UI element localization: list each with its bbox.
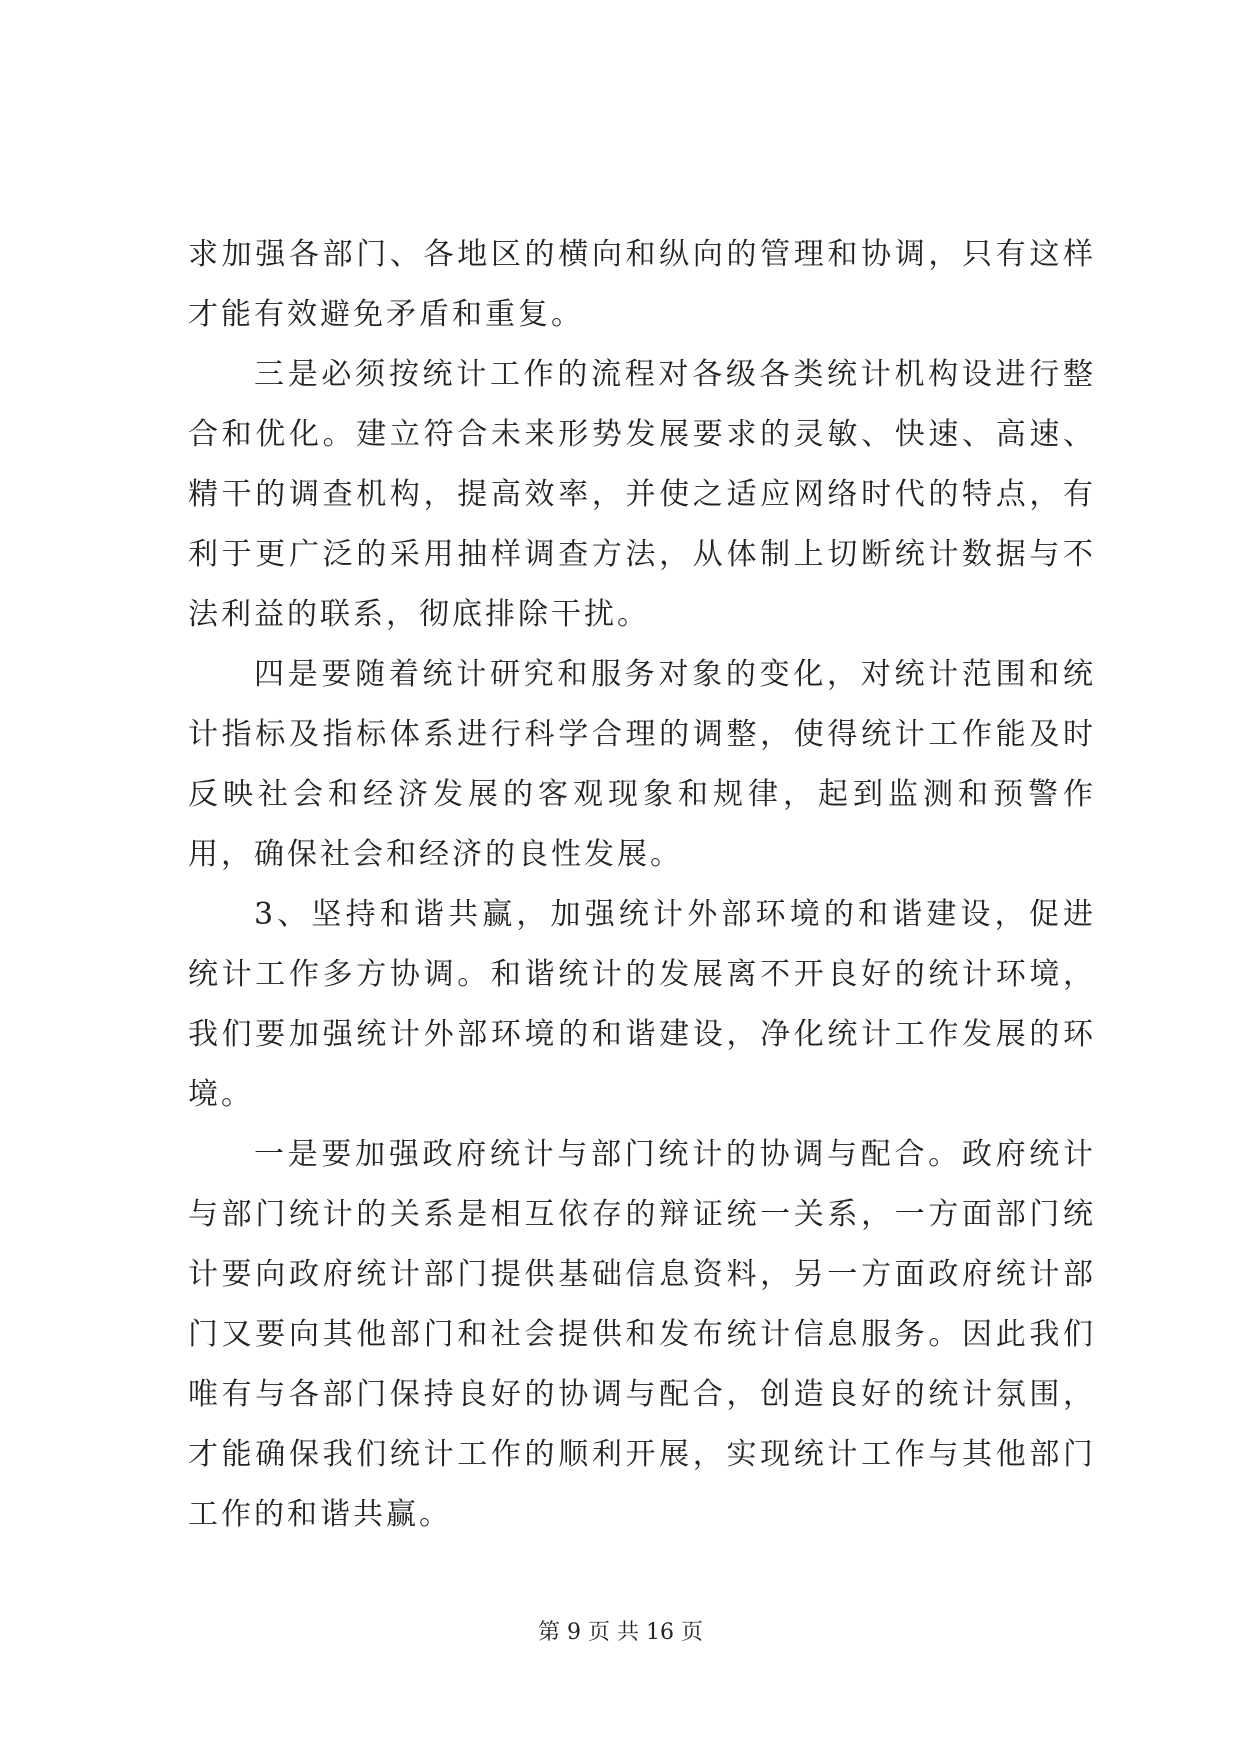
- page-footer: 第 9 页 共 16 页: [538, 1620, 703, 1645]
- paragraph-2: 三是必须按统计工作的流程对各级各类统计机构设进行整合和优化。建立符合未来形势发展要求的灵敏、快速、高速、精干的调查机构，提高效率，并使之适应网络时代的特点，有利于更广泛的采用抽样调查方法，从体制上切断统计数据与不法利益的联系，彻底排除干扰。: [188, 357, 1096, 632]
- paragraph-1: 求加强各部门、各地区的横向和纵向的管理和协调，只有这样才能有效避免矛盾和重复。: [188, 237, 1096, 332]
- paragraph-4: 3、坚持和谐共赢，加强统计外部环境的和谐建设，促进统计工作多方协调。和谐统计的发展离不开良好的统计环境，我们要加强统计外部环境的和谐建设，净化统计工作发展的环境。: [188, 897, 1096, 1112]
- paragraph-5: 一是要加强政府统计与部门统计的协调与配合。政府统计与部门统计的关系是相互依存的辩证统一关系，一方面部门统计要向政府统计部门提供基础信息资料，另一方面政府统计部门又要向其他部门和社会提供和发布统计信息服务。因此我们唯有与各部门保持良好的协调与配合，创造良好的统计氛围，才能确保我们统计工作的顺利开展，实现统计工作与其他部门工作的和谐共赢。: [188, 1137, 1096, 1532]
- document-body: [188, 225, 1096, 1545]
- paragraph-3: 四是要随着统计研究和服务对象的变化，对统计范围和统计指标及指标体系进行科学合理的调整，使得统计工作能及时反映社会和经济发展的客观现象和规律，起到监测和预警作用，确保社会和经济的良性发展。: [188, 657, 1096, 872]
